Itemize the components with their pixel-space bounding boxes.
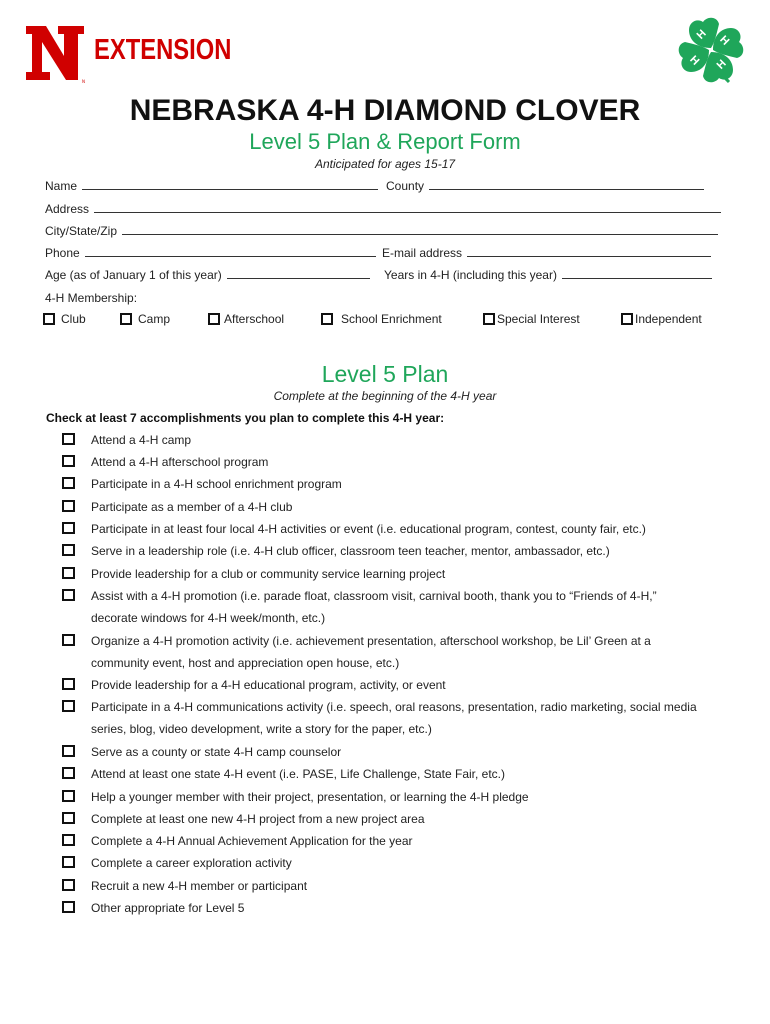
form-subtitle: Level 5 Plan & Report Form bbox=[249, 129, 521, 154]
plan-item[interactable] bbox=[62, 852, 722, 874]
email-line[interactable] bbox=[467, 246, 711, 257]
checkbox[interactable] bbox=[62, 745, 75, 757]
nebraska-n-logo bbox=[24, 22, 86, 84]
option-label: Independent bbox=[635, 312, 702, 326]
plan-item[interactable] bbox=[62, 518, 722, 540]
checkbox[interactable] bbox=[62, 901, 75, 913]
four-h-clover-icon bbox=[675, 14, 747, 86]
checkbox[interactable] bbox=[62, 856, 75, 868]
phone-label: Phone bbox=[45, 246, 80, 260]
membership-option-afterschool[interactable] bbox=[208, 312, 284, 326]
option-label: Club bbox=[61, 312, 86, 326]
email-field[interactable] bbox=[382, 246, 713, 260]
checkbox[interactable] bbox=[62, 544, 75, 556]
plan-item-text: Other appropriate for Level 5 bbox=[91, 901, 245, 915]
checkbox[interactable] bbox=[62, 455, 75, 467]
membership-label: 4-H Membership: bbox=[45, 291, 138, 305]
plan-item-text: Attend a 4-H camp bbox=[91, 433, 192, 447]
plan-item[interactable] bbox=[62, 830, 722, 852]
checkbox[interactable] bbox=[62, 433, 75, 445]
checkbox[interactable] bbox=[62, 589, 75, 601]
membership-option-school-enrichment[interactable] bbox=[321, 312, 442, 326]
checkbox[interactable] bbox=[321, 313, 333, 325]
county-label: County bbox=[386, 179, 425, 193]
plan-item-text: Attend a 4-H afterschool program bbox=[91, 455, 269, 469]
plan-item[interactable] bbox=[62, 786, 722, 808]
page-title: NEBRASKA 4-H DIAMOND CLOVER bbox=[129, 94, 641, 127]
county-line[interactable] bbox=[429, 179, 704, 190]
option-label: Afterschool bbox=[224, 312, 285, 326]
plan-item[interactable] bbox=[62, 630, 702, 674]
plan-item[interactable] bbox=[62, 585, 702, 629]
plan-item-text: Attend at least one state 4-H event (i.e. PASE, Life Challenge, State Fair, etc.) bbox=[91, 767, 505, 781]
membership-option-club[interactable] bbox=[43, 312, 86, 326]
age-field[interactable] bbox=[45, 268, 372, 282]
years-line[interactable] bbox=[562, 268, 712, 279]
years-label: Years in 4-H (including this year) bbox=[384, 268, 557, 282]
option-label: School Enrichment bbox=[341, 312, 442, 326]
option-label: Camp bbox=[138, 312, 171, 326]
checkbox[interactable] bbox=[62, 879, 75, 891]
clover-letter: H bbox=[694, 27, 709, 42]
plan-item-text: Provide leadership for a 4-H educational program, activity, or event bbox=[91, 678, 446, 692]
checkbox[interactable] bbox=[62, 678, 75, 690]
phone-line[interactable] bbox=[85, 246, 376, 257]
plan-item[interactable] bbox=[62, 741, 722, 763]
age-note: Anticipated for ages 15-17 bbox=[314, 157, 456, 171]
age-label: Age (as of January 1 of this year) bbox=[45, 268, 222, 282]
plan-item[interactable] bbox=[62, 496, 722, 518]
age-line[interactable] bbox=[227, 268, 370, 279]
plan-item-text: Organize a 4-H promotion activity (i.e. achievement presentation, afterschool workshop, be Lil’ Green at a community event, host and appreciation open house, etc.) bbox=[91, 634, 651, 670]
name-line[interactable] bbox=[82, 179, 378, 190]
membership-option-camp[interactable] bbox=[120, 312, 170, 326]
checkbox[interactable] bbox=[62, 767, 75, 779]
page-header bbox=[0, 0, 770, 95]
option-label: Special Interest bbox=[497, 312, 580, 326]
plan-item-text: Serve in a leadership role (i.e. 4-H club officer, classroom teen teacher, mentor, ambassador, etc.) bbox=[91, 544, 610, 558]
plan-item[interactable] bbox=[62, 696, 712, 740]
plan-item-text: Complete a career exploration activity bbox=[91, 856, 292, 870]
address-field[interactable] bbox=[45, 202, 723, 216]
clover-letter: H bbox=[714, 57, 729, 72]
plan-instruction: Check at least 7 accomplishments you plan to complete this 4-H year: bbox=[46, 411, 445, 425]
checkbox[interactable] bbox=[62, 700, 75, 712]
checkbox[interactable] bbox=[62, 522, 75, 534]
checkbox[interactable] bbox=[62, 812, 75, 824]
checkbox[interactable] bbox=[62, 834, 75, 846]
clover-letter: H bbox=[687, 53, 702, 68]
plan-item-text: Participate as a member of a 4-H club bbox=[91, 500, 293, 514]
checkbox[interactable] bbox=[621, 313, 633, 325]
plan-item[interactable] bbox=[62, 429, 722, 451]
checkbox[interactable] bbox=[62, 567, 75, 579]
plan-item-text: Provide leadership for a club or community service learning project bbox=[91, 567, 446, 581]
city-label: City/State/Zip bbox=[45, 224, 118, 238]
plan-item-text: Assist with a 4-H promotion (i.e. parade float, classroom visit, carnival booth, thank you to “Friends of 4-H,” decorate windows for 4-H week/month, etc.) bbox=[91, 589, 657, 625]
checkbox[interactable] bbox=[62, 790, 75, 802]
checkbox[interactable] bbox=[208, 313, 220, 325]
membership-option-independent[interactable] bbox=[621, 312, 702, 326]
checkbox[interactable] bbox=[62, 477, 75, 489]
checkbox[interactable] bbox=[62, 634, 75, 646]
checkbox[interactable] bbox=[62, 500, 75, 512]
plan-item[interactable] bbox=[62, 808, 722, 830]
plan-item[interactable] bbox=[62, 875, 722, 897]
county-field[interactable] bbox=[386, 179, 706, 193]
address-label: Address bbox=[45, 202, 90, 216]
city-line[interactable] bbox=[122, 224, 718, 235]
checkbox[interactable] bbox=[483, 313, 495, 325]
plan-item[interactable] bbox=[62, 897, 722, 919]
plan-item-text: Participate in a 4-H communications activity (i.e. speech, oral reasons, presentation, radio marketing, social media series, blog, video development, write a story for the paper, etc.) bbox=[91, 700, 697, 736]
plan-section-subtitle: Complete at the beginning of the 4-H year bbox=[273, 389, 497, 403]
plan-item-text: Complete a 4-H Annual Achievement Application for the year bbox=[91, 834, 413, 848]
extension-wordmark: EXTENSION bbox=[94, 34, 232, 66]
plan-item[interactable] bbox=[62, 473, 722, 495]
years-field[interactable] bbox=[384, 268, 714, 282]
plan-item-text: Recruit a new 4-H member or participant bbox=[91, 879, 308, 893]
clover-letter: H bbox=[717, 33, 732, 48]
plan-item[interactable] bbox=[62, 540, 722, 562]
name-label: Name bbox=[45, 179, 78, 193]
city-field[interactable] bbox=[45, 224, 720, 238]
plan-item[interactable] bbox=[62, 674, 722, 696]
membership-option-special-interest[interactable] bbox=[483, 312, 580, 326]
checkbox[interactable] bbox=[43, 313, 55, 325]
phone-field[interactable] bbox=[45, 246, 378, 260]
plan-item-text: Participate in a 4-H school enrichment program bbox=[91, 477, 342, 491]
checkbox[interactable] bbox=[120, 313, 132, 325]
address-line[interactable] bbox=[94, 202, 721, 213]
plan-item-text: Serve as a county or state 4-H camp counselor bbox=[91, 745, 342, 759]
plan-section-title: Level 5 Plan bbox=[321, 361, 449, 387]
plan-item[interactable] bbox=[62, 451, 722, 473]
plan-item-text: Participate in at least four local 4-H activities or event (i.e. educational program, contest, county fair, etc.) bbox=[91, 522, 646, 536]
plan-item-text: Complete at least one new 4-H project from a new project area bbox=[91, 812, 425, 826]
plan-item-text: Help a younger member with their project, presentation, or learning the 4-H pledge bbox=[91, 790, 529, 804]
plan-item[interactable] bbox=[62, 763, 722, 785]
name-field[interactable] bbox=[45, 179, 380, 193]
plan-item[interactable] bbox=[62, 563, 722, 585]
email-label: E-mail address bbox=[382, 246, 463, 260]
logo-letter: N bbox=[82, 79, 85, 84]
